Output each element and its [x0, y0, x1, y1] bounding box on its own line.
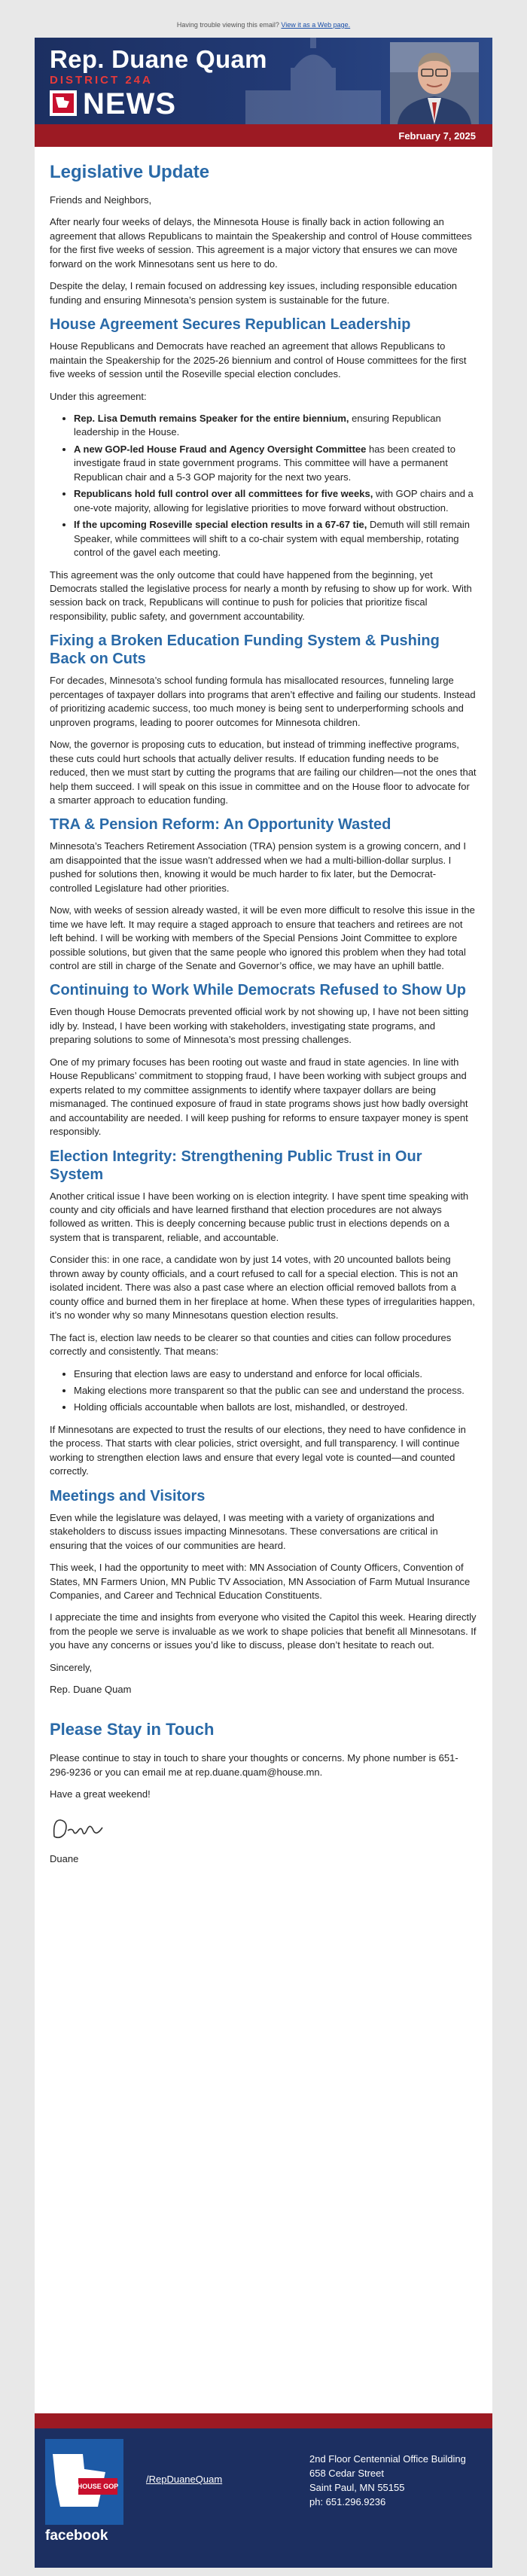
agreement-list — [74, 412, 477, 560]
education-paragraph-2: Now, the governor is proposing cuts to education, but instead of trimming ineffective programs, these cuts could hurt schools that actually deliver results. If education funding needs to be reduced, then we must start by cutting the programs that are failing our children—not the ones that help them succeed. I will speak on this issue in committee and on the House floor to advocate for a smarter approach to education funding. — [50, 739, 477, 806]
section-heading-pension: TRA & Pension Reform: An Opportunity Wasted — [50, 816, 391, 834]
work-paragraph-2: One of my primary focuses has been rooting out waste and fraud in state agencies. In line with House Republicans’ commitment to stopping fraud, I have been working with subject groups and experts related to my committee assignments to identify where taxpayer dollars are being mismanaged. The continued exposure of fraud in state programs shows just how badly oversight and accountability are needed. I will keep pushing for reforms to ensure taxpayer money is spent responsibly. — [50, 1056, 468, 1138]
meetings-paragraph-2: This week, I had the opportunity to meet with: MN Association of County Officers, Convention of States, MN Farmers Union, MN Public TV Association, MN Association of Farm Mutual Insurance Companies, and Career and Technical Education Constituents. — [50, 1562, 471, 1601]
section-heading-meetings: Meetings and Visitors — [50, 1487, 206, 1504]
section-heading-agreement: House Agreement Secures Republican Leadership — [50, 316, 411, 334]
address-line: 658 Cedar Street — [309, 2467, 385, 2479]
greeting: Friends and Neighbors, — [50, 194, 152, 206]
election-paragraph-4: If Minnesotans are expected to trust the results of our elections, they need to have confidence in the process. That starts with clear policies, strict oversight, and full transparency. I will continue working to strengthen election laws and ensure that every legal vote is counted—and counted correctly. — [50, 1423, 466, 1477]
news-label: NEWS — [83, 87, 176, 120]
signature-name: Rep. Duane Quam — [50, 1684, 132, 1696]
pension-paragraph-2: Now, with weeks of session already wasted, it will be even more difficult to resolve this issue in the time we have left. It may require a staged approach to ensure that teachers and retirees are not left behind. I will be working with members of the Special Pensions Joint Committee to explore possible solutions, but given that the same people who ignored this problem when they had total control are still in charge of the Senate and Governor’s office, we may have an uphill battle. — [50, 904, 475, 972]
agreement-paragraph-1: House Republicans and Democrats have reached an agreement that allows Republicans to maintain the Speakership for the 2025-26 biennium and control of House committees for the first five weeks of session until the Roseville special election concludes. — [50, 340, 467, 380]
education-paragraph-1: For decades, Minnesota’s school funding formula has misallocated resources, funneling large percentages of taxpayer dollars into programs that aren’t effective and failing our students. Instead of prioritizing academic success, too much money is being sent to underperforming schools and unproven programs, leading to poorer outcomes for Minnesota children. — [50, 675, 476, 728]
rep-portrait — [390, 42, 479, 124]
section-heading-education: Fixing a Broken Education Funding System & Pushing Back on Cuts — [50, 633, 440, 668]
election-list — [74, 1367, 477, 1415]
view-online-bar — [0, 0, 527, 33]
address-line: 2nd Floor Centennial Office Building — [309, 2453, 466, 2465]
election-paragraph-2: Consider this: in one race, a candidate won by just 14 votes, with 20 uncounted ballots being thrown away by county officials, and a court refused to call for a special election. This is not an isolated incident. There was also a past case where an election official removed ballots from a county office and burned them in her fireplace at home. When these types of irregularities happen, it’s no wonder why so many Minnesotans question election results. — [50, 1254, 475, 1322]
list-item: • Rep. Lisa Demuth remains Speaker for the entire biennium, ensuring Republican leadership in the House. — [74, 412, 477, 440]
list-item: • If the upcoming Roseville special election results in a 67-67 tie, Demuth will still remain Speaker, while committees will shift to a co-chair system with equal membership, rotating control of the gavel each meeting. — [74, 518, 477, 559]
house-gop-logo-icon — [45, 2439, 123, 2525]
address-line: Saint Paul, MN 55155 — [309, 2481, 405, 2493]
footer-red-band — [35, 2413, 492, 2428]
section-heading-work: Continuing to Work While Democrats Refused to Show Up — [50, 982, 466, 999]
list-item: • Ensuring that election laws are easy to understand and enforce for local officials. — [74, 1367, 477, 1381]
intro-paragraph-1: After nearly four weeks of delays, the Minnesota House is finally back in action following an agreement that allows Republicans to maintain the Speakership and control of House committees for the first five weeks of session. This agreement is a major victory that ensures we can move forward on the work Minnesotans sent us here to do. — [50, 216, 472, 270]
district-label: DISTRICT 24A — [50, 74, 153, 87]
office-address — [309, 2453, 466, 2509]
newsletter-body — [35, 147, 492, 2413]
closing: Sincerely, — [50, 1661, 93, 1673]
work-paragraph-1: Even though House Democrats prevented official work by not showing up, I have not been sitting idly by. Instead, I have been working with stakeholders, investigating state programs, and preparing solutions to some of Minnesota’s most pressing challenges. — [50, 1006, 469, 1046]
facebook-label[interactable]: facebook — [45, 2528, 108, 2544]
intro-paragraph-2: Despite the delay, I remain focused on addressing key issues, including responsible education funding and ensuring Minnesota’s pension system is sustainable for the future. — [50, 280, 458, 306]
date-band — [35, 124, 492, 147]
meetings-paragraph-3: I appreciate the time and insights from everyone who visited the Capitol this week. Hearing directly from the people we serve is invaluable as we work to shape policies that benefit all Minnesotans. If you have any concerns or issues you’d like to discuss, please don’t hesitate to reach out. — [50, 1611, 477, 1651]
stay-paragraph-1: Please continue to stay in touch to share your thoughts or concerns. My phone number is 651-296-9236 or you can email me at rep.duane.quam@house.mn. — [50, 1752, 458, 1778]
list-item: • Republicans hold full control over all committees for five weeks, with GOP chairs and a one-vote majority, allowing for legislative priorities to move forward without obstruction. — [74, 487, 477, 515]
election-paragraph-3: The fact is, election law needs to be clearer so that counties and cities can follow procedures correctly and consistently. That means: — [50, 1331, 452, 1358]
facebook-handle-link[interactable]: /RepDuaneQuam — [146, 2474, 223, 2485]
pension-paragraph-1: Minnesota’s Teachers Retirement Association (TRA) pension system is a growing concern, and I am disappointed that the issue wasn’t addressed when we had a multi-billion-dollar surplus. I pushed for solutions then, knowing it would be much harder to fix later, but the Democrat-controlled Legislature had other priorities. — [50, 840, 467, 894]
handwritten-signature — [50, 1814, 110, 1844]
newsletter-title: Legislative Update — [50, 162, 210, 182]
view-web-page-link[interactable]: View it as a Web page. — [281, 21, 351, 29]
agreement-paragraph-2: Under this agreement: — [50, 390, 147, 402]
trouble-text: Having trouble viewing this email? — [176, 21, 279, 29]
stay-name: Duane — [50, 1853, 79, 1865]
stay-paragraph-2: Have a great weekend! — [50, 1788, 151, 1800]
election-paragraph-1: Another critical issue I have been working on is election integrity. I have spent time speaking with county and city officials and have learned firsthand that election procedures are not always followed as written. This is deeply concerning because public trust in elections depends on a system that is transparent, reliable, and accountable. — [50, 1190, 469, 1243]
issue-date: February 7, 2025 — [398, 130, 476, 142]
office-phone: ph: 651.296.9236 — [309, 2495, 386, 2507]
minnesota-logo-icon — [50, 90, 77, 116]
footer — [35, 2428, 492, 2568]
section-heading-election: Election Integrity: Strengthening Public Trust in Our System — [50, 1148, 422, 1183]
list-item: • A new GOP-led House Fraud and Agency Oversight Committee has been created to investigate fraud in state government programs. This committee will have a permanent Republican chair and a 5-3 GOP majority for the next two years. — [74, 443, 477, 484]
list-item: • Holding officials accountable when ballots are lost, mishandled, or destroyed. — [74, 1401, 477, 1414]
agreement-paragraph-3: This agreement was the only outcome that could have happened from the beginning, yet Democrats stalled the legislative process for nearly a month by refusing to show up for work. With session back on track, Republicans will continue to push for policies that prioritize fiscal responsibility, public safety, and government accountability. — [50, 569, 472, 622]
stay-in-touch-heading: Please Stay in Touch — [50, 1719, 215, 1739]
header-banner — [35, 38, 492, 124]
meetings-paragraph-1: Even while the legislature was delayed, I was meeting with a variety of organizations and stakeholders to discuss issues impacting Minnesotans. These conversations are critical in ensuring that the voices of our communities are heard. — [50, 1511, 438, 1551]
rep-name: Rep. Duane Quam — [50, 45, 267, 73]
logo-text: HOUSE GOP — [77, 2483, 119, 2490]
list-item: • Making elections more transparent so that the public can see and understand the process. — [74, 1384, 477, 1398]
